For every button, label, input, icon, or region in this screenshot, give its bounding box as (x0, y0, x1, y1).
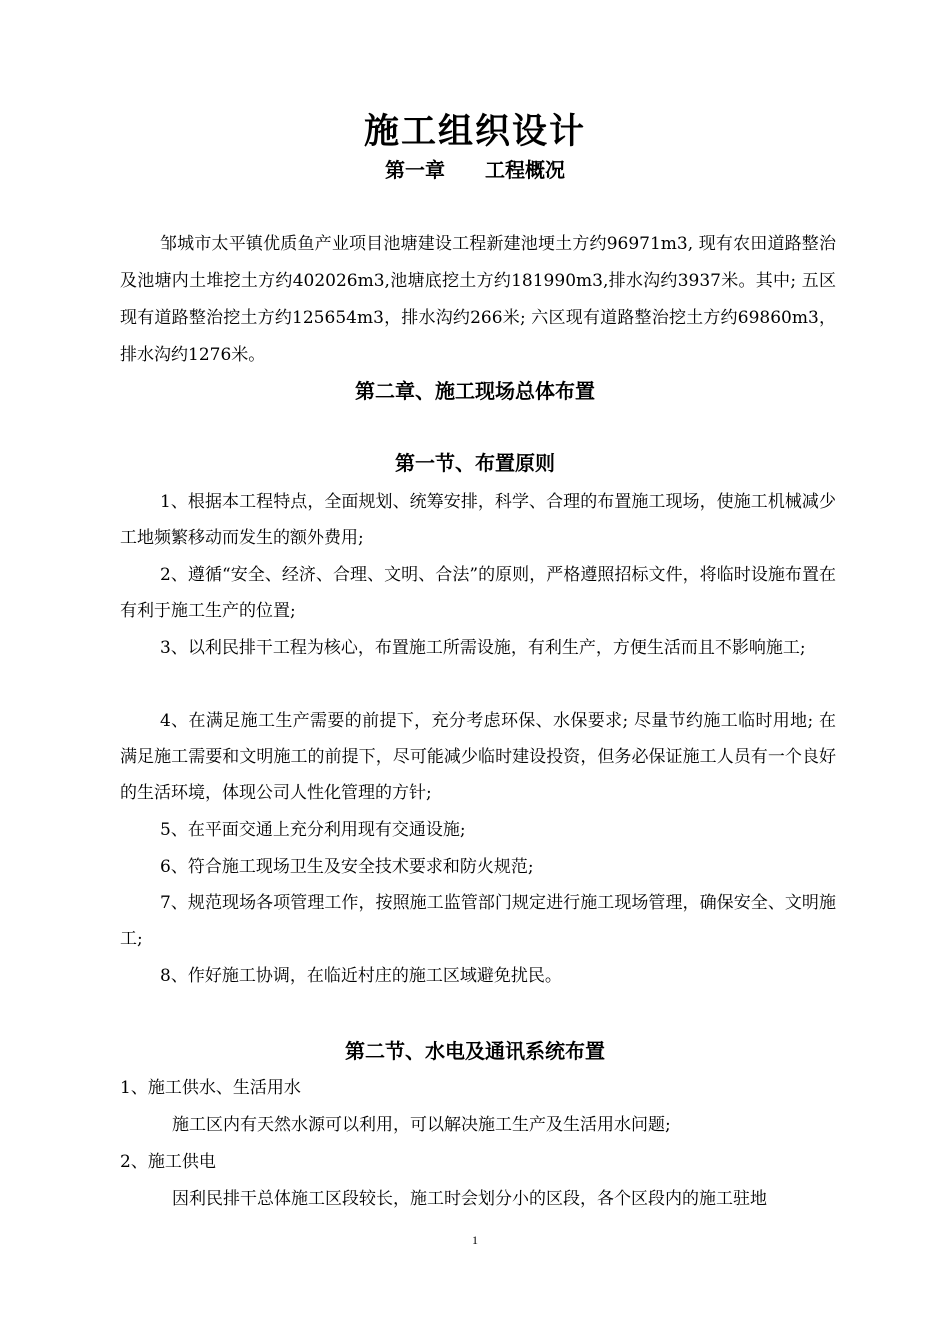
principle-item-1: 1、根据本工程特点，全面规划、统筹安排，科学、合理的布置施工现场，使施工机械减少工地频繁移动而发生的额外费用; (120, 492, 836, 548)
section1-heading: 第一节、布置原则 (395, 451, 555, 475)
principle-item-6: 6、符合施工现场卫生及安全技术要求和防火规范; (160, 857, 534, 877)
chapter1-heading: 第一章 工程概况 (385, 158, 565, 182)
principle-item-7: 7、规范现场各项管理工作，按照施工监管部门规定进行施工现场管理，确保安全、文明施工; (120, 893, 836, 949)
power-supply-label: 2、施工供电 (120, 1152, 216, 1172)
chapter2-heading: 第二章、施工现场总体布置 (355, 379, 595, 403)
water-supply-label: 1、施工供水、生活用水 (120, 1078, 301, 1098)
principle-item-2: 2、遵循“安全、经济、合理、文明、合法”的原则，严格遵照招标文件，将临时设施布置在有利于施工生产的位置; (120, 565, 836, 621)
section2-heading: 第二节、水电及通讯系统布置 (345, 1039, 605, 1063)
principle-item-3: 3、以利民排干工程为核心，布置施工所需设施，有利生产，方便生活而且不影响施工; (160, 638, 806, 658)
power-supply-text: 因利民排干总体施工区段较长，施工时会划分小的区段，各个区段内的施工驻地 (172, 1189, 767, 1209)
principle-item-8: 8、作好施工协调，在临近村庄的施工区域避免扰民。 (160, 966, 562, 986)
chapter1-paragraph: 邹城市太平镇优质鱼产业项目池塘建设工程新建池埂土方约96971m3, 现有农田道路整治及池塘内土堆挖土方约402026m3,池塘底挖土方约181990m3,排水沟约3937米。其中; 五区现有道路整治挖土方约125654m3，排水沟约266米; 六区现有道路整治挖土方约69860m3，排水沟约1276米。 (120, 234, 836, 365)
principle-item-4: 4、在满足施工生产需要的前提下，充分考虑环保、水保要求; 尽量节约施工临时用地; 在满足施工需要和文明施工的前提下，尽可能减少临时建设投资，但务必保证施工人员有一个良好的生活环境，体现公司人性化管理的方针; (120, 711, 836, 803)
document-title: 施工组织设计 (363, 111, 586, 152)
principle-item-5: 5、在平面交通上充分利用现有交通设施; (160, 820, 466, 840)
water-supply-text: 施工区内有天然水源可以利用，可以解决施工生产及生活用水问题; (172, 1115, 671, 1135)
page-number: 1 (472, 1233, 478, 1247)
